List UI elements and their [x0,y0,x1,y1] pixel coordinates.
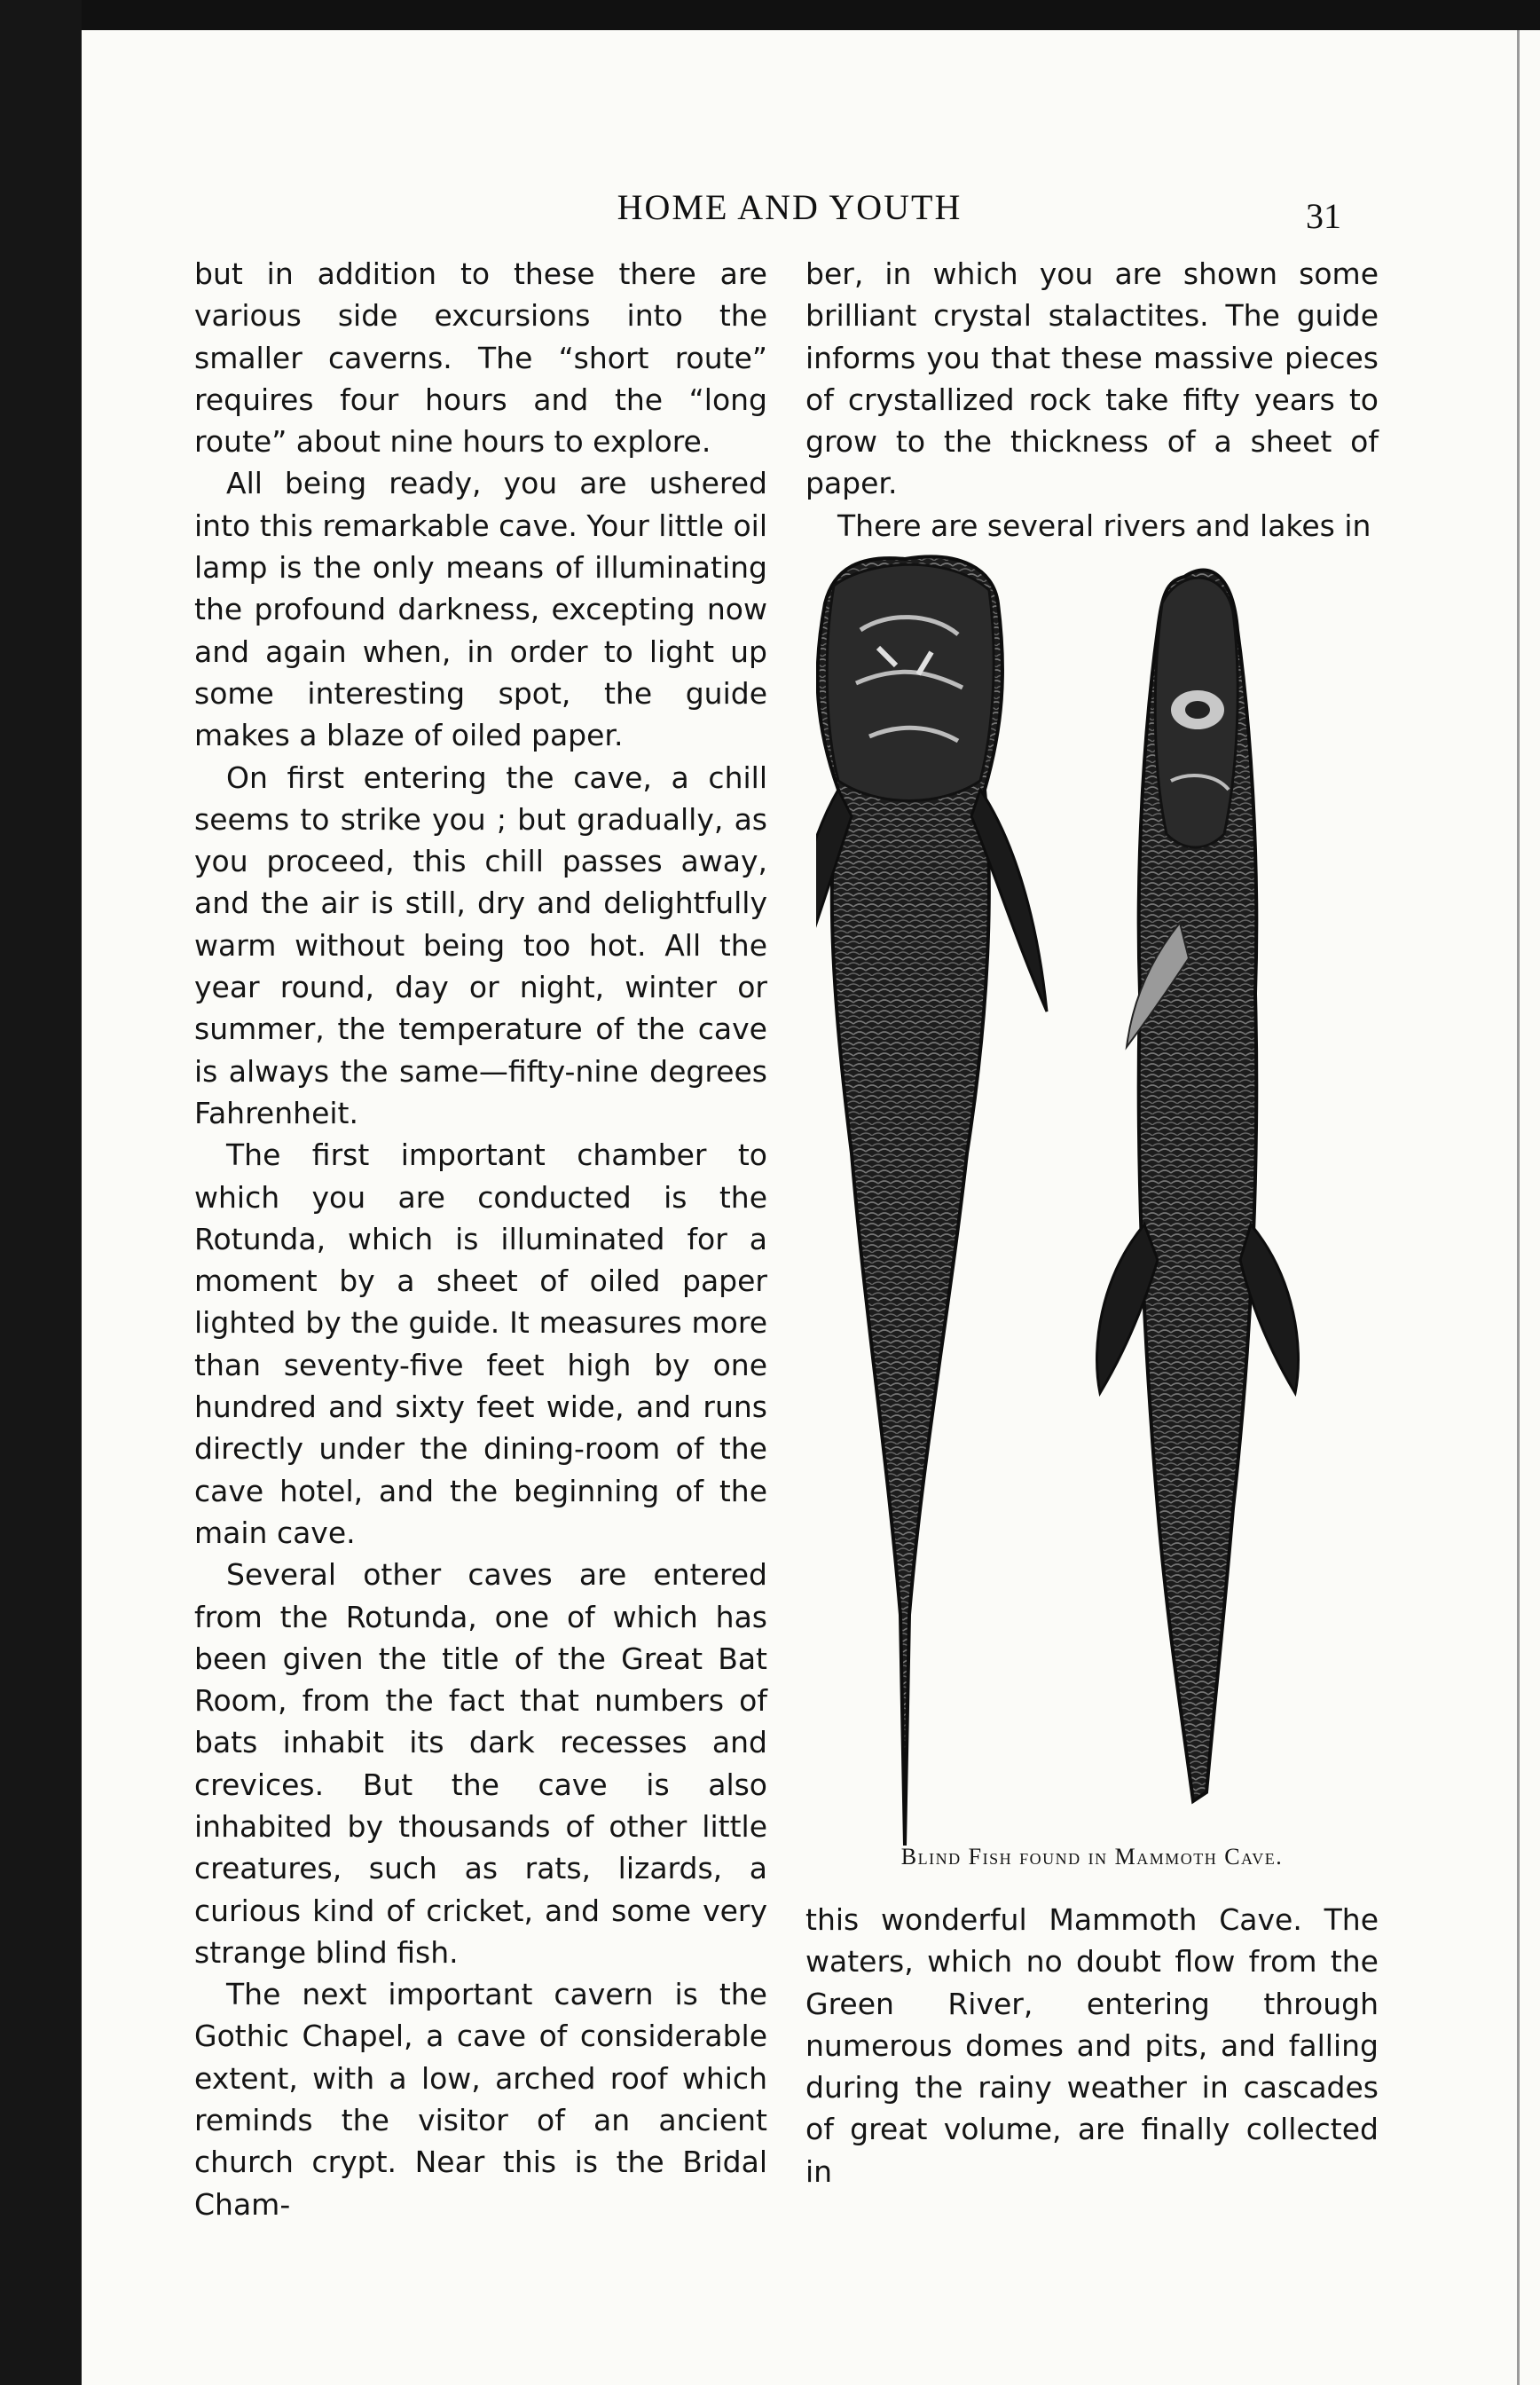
page-edge-rule [1517,30,1520,2385]
blind-fish-illustration [816,550,1348,1846]
right-fish [1097,571,1299,1802]
paragraph: There are several rivers and lakes in [837,508,1371,543]
running-header: HOME AND YOUTH [617,187,962,227]
paragraph: but in addition to these there are various side excursions into the smaller caverns. The “short route” requires four hours and the “long route” about nine hours to explore. [194,256,767,460]
left-fish [816,556,1047,1846]
scan-edge-top [0,0,1540,30]
paragraph: ber, in which you are shown some brilliant crystal stalactites. The guide informs you that these massive pieces of crystallized rock take fifty years to grow to the thickness of a sheet of paper. [805,256,1379,501]
paragraph: On first entering the cave, a chill seems to strike you ; but gradually, as you proceed, this chill passes away, and the air is still, dry and delightfully warm without being too hot. All the year round, day or night, winter or summer, the temperature of the cave is always the same—fifty-nine degrees Fahrenheit. [194,760,767,1130]
paragraph: The first important chamber to which you are conducted is the Rotunda, which is illuminated for a moment by a sheet of oiled paper lighted by the guide. It measures more than seventy-five feet high by one hundred and sixty feet wide, and runs directly under the dining-room of the cave hotel, and the beginning of the main cave. [194,1137,767,1550]
paragraph: The next important cavern is the Gothic Chapel, a cave of considerable extent, with a low, arched roof which reminds the visitor of an ancient church crypt. Near this is the Bridal Cham- [194,1977,767,2222]
left-column [194,253,767,2225]
right-column-bottom [805,1899,1379,2192]
page-number: 31 [1306,196,1341,236]
paragraph: All being ready, you are ushered into this remarkable cave. Your little oil lamp is the only means of illuminating the profound darkness, excepting now and again when, in order to light up some interesting spot, the guide makes a blaze of oiled paper. [194,466,767,753]
right-column-top [805,253,1379,547]
scan-edge-left [0,0,82,2385]
figure-caption: Blind Fish found in Mammoth Cave. [900,1844,1284,1869]
paragraph: this wonderful Mammoth Cave. The waters, which no doubt flow from the Green River, entering through numerous domes and pits, and falling during the rainy weather in cascades of great volume, are finally collected in [805,1902,1379,2189]
paragraph: Several other caves are entered from the Rotunda, one of which has been given the title of the Great Bat Room, from the fact that numbers of bats inhabit its dark recesses and crevices. But the cave is also inhabited by thousands of other little creatures, such as rats, lizards, a curious kind of cricket, and some very strange blind fish. [194,1557,767,1970]
